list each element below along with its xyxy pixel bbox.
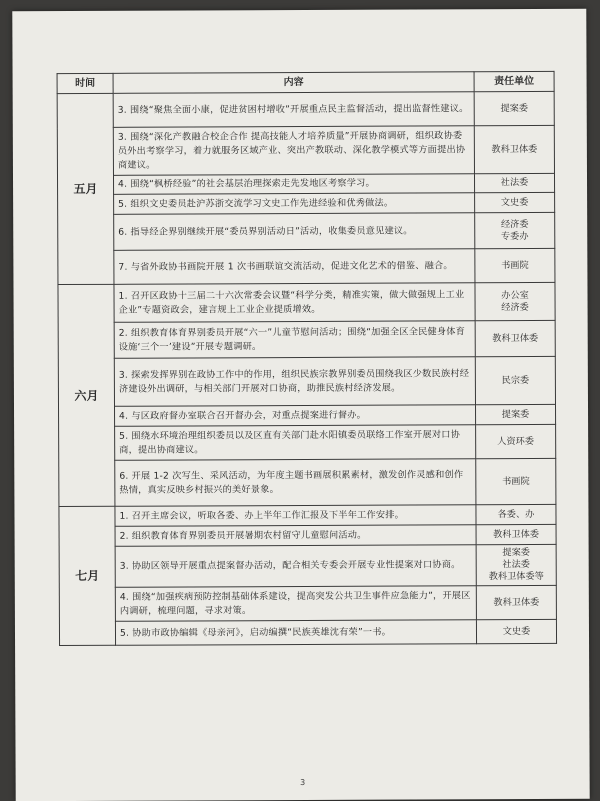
unit-name: 社法委 bbox=[502, 559, 531, 571]
page-number: 3 bbox=[300, 777, 306, 788]
table-row bbox=[57, 173, 554, 194]
unit-name: 提案委 bbox=[500, 102, 529, 114]
document-page bbox=[12, 9, 589, 801]
responsible-unit bbox=[475, 320, 555, 356]
row-content: 5. 组织文史委员赴沪苏浙交流学习文史工作先进经验和优秀做法。 bbox=[114, 193, 475, 215]
responsible-unit bbox=[476, 524, 556, 544]
row-content: 5. 协助市政协编辑《母亲河》，启动编撰“民族英雄沈有荣”一书。 bbox=[115, 620, 476, 646]
table-row bbox=[59, 458, 556, 506]
unit-name: 专委办 bbox=[500, 230, 529, 242]
table-row bbox=[58, 212, 555, 250]
responsible-unit bbox=[474, 173, 554, 192]
row-content: 4. 围绕“加强疾病预防控制基础体系建设，提高突发公共卫生事件应急能力”，开展区内调研，梳理问题，寻求对策。 bbox=[115, 586, 476, 622]
header-content: 内容 bbox=[113, 72, 474, 94]
table-row bbox=[59, 424, 556, 460]
unit-name: 人资环委 bbox=[497, 435, 535, 447]
row-content: 3. 围绕“深化产教融合校企合作 提高技能人才培养质量”开展协商调研，组织政协委员外出考察学习，着力就服务区域产业、突出产教联动、深化教学模式等方面提出协商建议。 bbox=[113, 126, 474, 176]
unit-name: 各委、办 bbox=[497, 508, 535, 520]
row-content: 2. 组织教育体育界别委员开展暑期农村留守儿童慰问活动。 bbox=[115, 525, 476, 547]
table-row bbox=[59, 619, 556, 645]
unit-name: 办公室 bbox=[501, 289, 529, 301]
table-row bbox=[59, 544, 556, 587]
unit-name: 书画院 bbox=[502, 475, 530, 487]
responsible-unit bbox=[476, 544, 556, 585]
unit-name: 民宗委 bbox=[501, 374, 530, 386]
header-unit: 责任单位 bbox=[474, 71, 554, 91]
row-content: 6. 指导经企界别继续开展“委员界别活动日”活动，收集委员意见建议。 bbox=[114, 213, 475, 251]
unit-name: 书画院 bbox=[501, 259, 529, 271]
table-row bbox=[57, 125, 554, 175]
responsible-unit bbox=[476, 424, 556, 458]
responsible-unit bbox=[475, 192, 555, 212]
responsible-unit bbox=[476, 585, 556, 619]
responsible-unit bbox=[475, 282, 555, 320]
table-body bbox=[57, 91, 556, 645]
row-content: 4. 与区政府督办室联合召开督办会，对重点提案进行督办。 bbox=[115, 405, 476, 427]
table-row bbox=[59, 585, 556, 621]
row-content: 3. 围绕“聚焦全面小康，促进贫困村增收”开展重点民主监督活动，提出监督性建议。 bbox=[113, 92, 474, 128]
responsible-unit bbox=[476, 458, 556, 504]
table-row bbox=[58, 320, 555, 358]
month-label: 七月 bbox=[59, 506, 116, 645]
responsible-unit bbox=[476, 504, 556, 524]
table-row bbox=[58, 248, 555, 284]
responsible-unit bbox=[475, 212, 555, 248]
row-content: 3. 探索发挥界别在政协工作中的作用，组织民族宗教界别委员围绕我区少数民族村经济建设外出调研，与相关部门开展对口协商，助推民族村经济发展。 bbox=[114, 357, 475, 407]
row-content: 2. 组织教育体育界别委员开展“六一”儿童节慰问活动；围绕“加强全区全民健身体育设施‘三个一’建设”开展专题调研。 bbox=[114, 321, 475, 359]
responsible-unit bbox=[475, 248, 555, 282]
month-label: 六月 bbox=[58, 284, 115, 506]
unit-name: 文史委 bbox=[500, 196, 529, 208]
row-content: 4. 围绕“枫桥经验”的社会基层治理探索走先发地区考察学习。 bbox=[113, 174, 474, 195]
table-header-row bbox=[57, 71, 554, 93]
header-time: 时间 bbox=[57, 73, 113, 93]
unit-name: 文史委 bbox=[502, 625, 531, 637]
schedule-table bbox=[57, 71, 557, 646]
table-row bbox=[59, 504, 556, 526]
row-content: 6. 开展 1-2 次写生、采风活动，为年度主题书画展积累素材，激发创作灵感和创作热情，真实反映乡村振兴的美好景象。 bbox=[115, 459, 476, 507]
unit-name: 经济委 bbox=[500, 218, 529, 230]
responsible-unit bbox=[476, 619, 556, 643]
unit-name: 教科卫体委 bbox=[493, 596, 540, 608]
unit-name: 教科卫体委 bbox=[492, 332, 539, 344]
month-label: 五月 bbox=[57, 93, 114, 284]
row-content: 5. 围绕水环境治理组织委员以及区直有关部门赴水阳镇委员联络工作室开展对口协商，提出协商建议。 bbox=[115, 425, 476, 461]
row-content: 1. 召开区政协十三届二十六次常委会议暨“科学分类，精准实策，做大做强规上工业企业”专题资政会，建言规上工业企业提质增效。 bbox=[114, 283, 475, 323]
table-row bbox=[58, 192, 555, 214]
responsible-unit bbox=[476, 404, 556, 424]
unit-name: 提案委 bbox=[502, 547, 530, 559]
row-content: 7. 与省外政协书画院开展 1 次书画联谊交流活动，促进文化艺术的借鉴、融合。 bbox=[114, 249, 475, 285]
responsible-unit bbox=[475, 356, 555, 404]
row-content: 3. 协助区领导开展重点提案督办活动，配合相关专委会开展专业性提案对口协商。 bbox=[115, 545, 476, 588]
unit-name: 教科卫体委 bbox=[491, 143, 538, 155]
responsible-unit bbox=[474, 91, 554, 125]
unit-name: 教科卫体委等 bbox=[488, 570, 544, 583]
unit-name: 教科卫体委 bbox=[493, 528, 540, 540]
responsible-unit bbox=[474, 125, 554, 173]
table-row bbox=[59, 524, 556, 546]
unit-name: 提案委 bbox=[501, 408, 530, 420]
table-row bbox=[57, 91, 554, 127]
unit-name: 社法委 bbox=[500, 177, 529, 189]
unit-name: 经济委 bbox=[501, 301, 529, 313]
row-content: 1. 召开主席会议，听取各委、办上半年工作汇报及下半年工作安排。 bbox=[115, 505, 476, 527]
table-row bbox=[59, 404, 556, 426]
table-row bbox=[58, 356, 555, 406]
table-row bbox=[58, 282, 555, 322]
